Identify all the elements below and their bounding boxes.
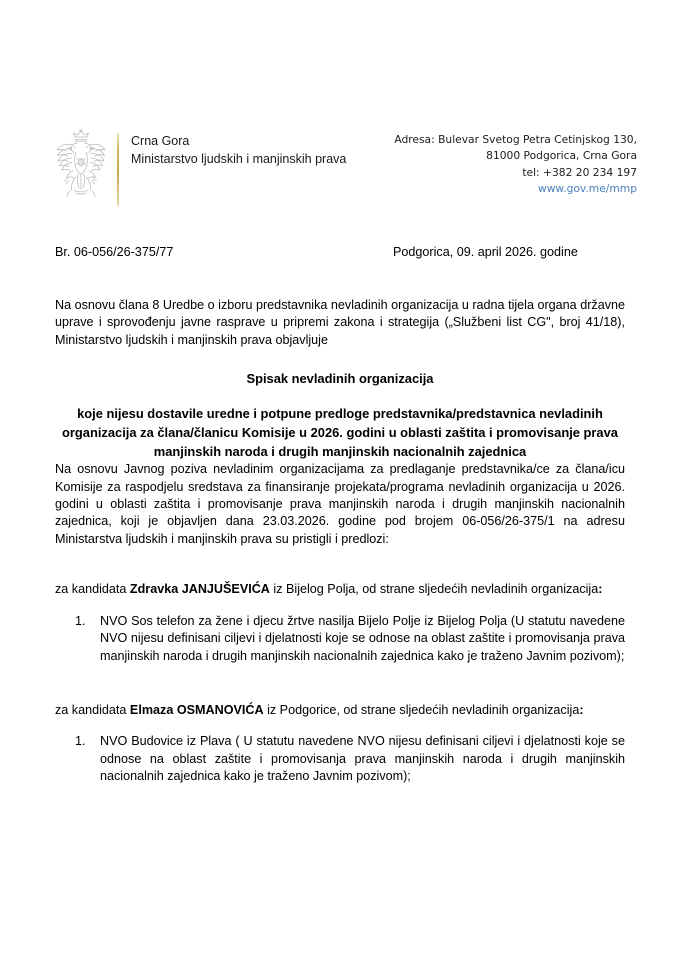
title-group — [55, 370, 625, 461]
country-name: Crna Gora — [131, 134, 190, 148]
candidate-heading-1 — [55, 581, 625, 598]
list-marker: 1. — [75, 613, 86, 628]
list-item — [55, 613, 625, 665]
candidate-colon-1: : — [598, 582, 603, 597]
address-line-2: 81000 Podgorica, Crna Gora — [486, 149, 637, 163]
gold-divider-rule — [117, 133, 119, 206]
document-title: Spisak nevladinih organizacija — [246, 371, 434, 387]
list-marker: 1. — [75, 734, 86, 749]
website-link[interactable]: www.gov.me/mmp — [537, 181, 637, 195]
candidate-tail-2: iz Podgorice, od strane sljedećih nevladinih organizacija — [263, 703, 580, 718]
address-line-1: Adresa: Bulevar Svetog Petra Cetinjskog 130, — [394, 133, 637, 146]
candidate-name-2: Elmaza OSMANOVIĆA — [129, 703, 264, 718]
nvo-list-1 — [55, 613, 625, 665]
candidate-lead-in-1: za kandidata — [55, 582, 130, 597]
montenegro-coat-of-arms-icon — [52, 128, 110, 206]
organization-block — [131, 132, 346, 168]
list-item-text: NVO Sos telefon za žene i djecu žrtve nasilja Bijelo Polje iz Bijelog Polja (U statutu navedene NVO nijesu definisani ciljevi i djelatnosti koje se odnose na oblast zaštite i promovisanja prava manjinskih naroda i drugih manjinskih nacionalnih zajednica kako je traženo Javnim pozivom); — [100, 613, 625, 663]
address-phone: tel: +382 20 234 197 — [522, 165, 637, 179]
ministry-name: Ministarstvo ljudskih i manjinskih prava — [131, 152, 347, 167]
candidate-heading-2 — [55, 702, 625, 719]
candidate-name-1: Zdravka JANJUŠEVIĆA — [129, 582, 270, 597]
reference-number: Br. 06-056/26-375/77 — [55, 245, 174, 259]
reference-row — [55, 245, 625, 263]
candidate-colon-2: : — [579, 703, 584, 718]
nvo-list-2 — [55, 733, 625, 785]
letterhead — [0, 126, 679, 216]
place-and-date: Podgorica, 09. april 2026. godine — [393, 245, 578, 259]
list-item — [55, 733, 625, 785]
address-block — [394, 132, 637, 197]
document-body — [55, 297, 625, 786]
intro-paragraph: Na osnovu Javnog poziva nevladinim organizacijama za predlaganje predstavnika/ce za člana/icu Komisije za raspodjelu sredstava za finansiranje projekata/programa nevladinih organizacija u 2026. godini u oblasti zaštita i promovisanje prava manjinskih naroda i drugih manjinskih nacionalnih zajednica, koji je objavljen dana 23.03.2026. godine pod brojem 06-056/26-375/1 na adresu Ministarstva ljudskih i manjinskih prava su pristigli i predlozi: — [55, 462, 625, 546]
candidate-lead-in-2: za kandidata — [55, 703, 130, 718]
candidate-tail-1: iz Bijelog Polja, od strane sljedećih nevladinih organizacija — [269, 582, 599, 597]
legal-basis-paragraph: Na osnovu člana 8 Uredbe o izboru predstavnika nevladinih organizacija u radna tijela organa državne uprave i sprovođenju javne rasprave u pripremi zakona i strategija („Službeni list CG", broj 41/18), Ministarstvo ljudskih i manjinskih prava objavljuje — [55, 298, 625, 347]
list-item-text: NVO Budovice iz Plava ( U statutu navedene NVO nijesu definisani ciljevi i djelatnosti koje se odnose na oblast zaštite i promovisanja prava manjinskih naroda i drugih manjinskih nacionalnih zajednica kako je traženo Javnim pozivom); — [100, 734, 625, 784]
document-subtitle: koje nijesu dostavile uredne i potpune predloge predstavnika/predstavnica nevladinih organizacija za člana/članicu Komisije u 2026. godini u oblasti zaštita i promovisanje prava manjinskih naroda i drugih manjinskih nacionalnih zajednica — [62, 406, 618, 459]
